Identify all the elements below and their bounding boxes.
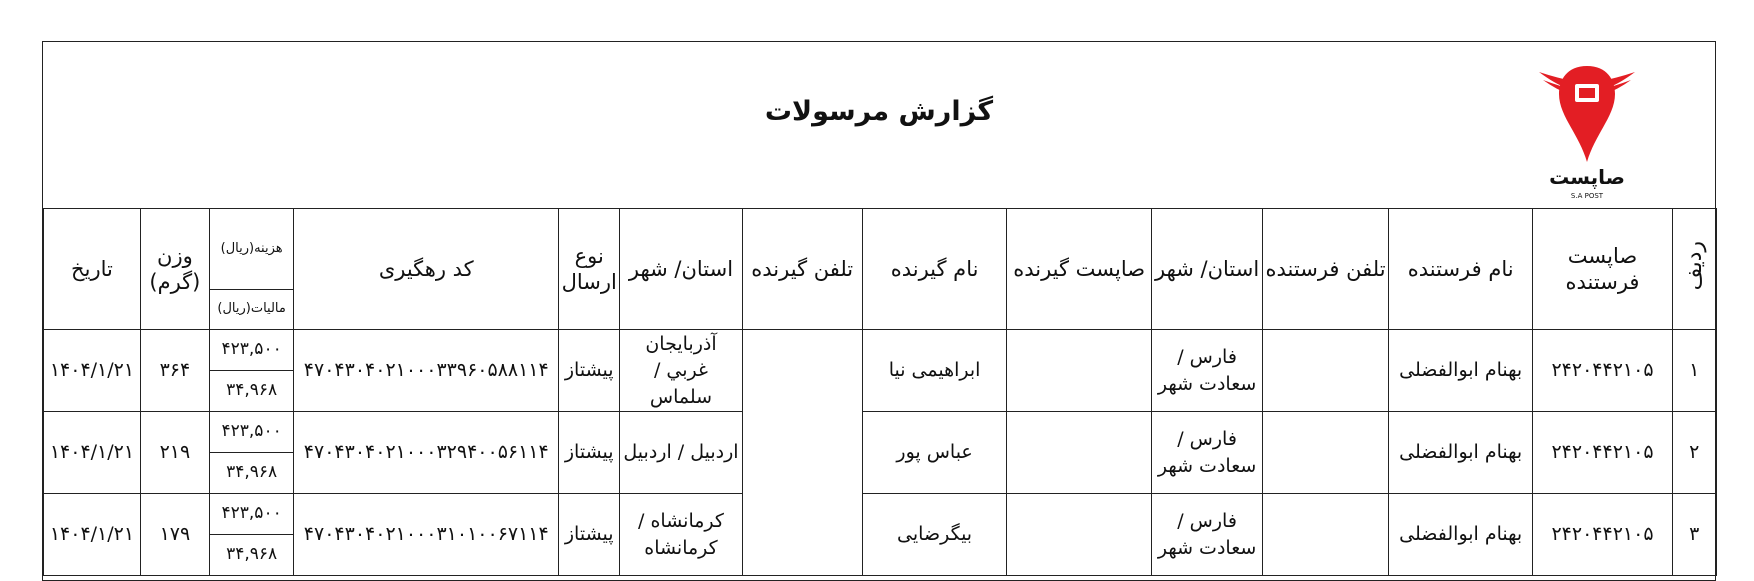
table-header-row [44,209,1717,290]
cell-receiver-phone [742,330,862,576]
cell-sender-province: فارس / سعادت شهر [1151,494,1262,576]
col-receiver-province: استان/ شهر [620,209,742,330]
cell-cost: ۴۲۳,۵۰۰ [209,494,294,535]
cell-radif: ۲ [1672,412,1716,494]
shipments-table [43,208,1717,576]
cell-sender-province: فارس / سعادت شهر [1151,330,1262,412]
col-tracking-code: کد رهگیری [294,209,559,330]
cell-sender-phone [1263,330,1389,412]
cell-weight: ۲۱۹ [140,412,209,494]
col-receiver-name: نام گیرنده [862,209,1007,330]
cell-radif: ۱ [1672,330,1716,412]
cell-sender-province: فارس / سعادت شهر [1151,412,1262,494]
col-sapost-sender: صاپست فرستنده [1533,209,1672,330]
table-row [44,330,1717,371]
shipment-report [42,41,1716,581]
col-tax: مالیات(ریال) [209,290,294,330]
logo-text: صاپست [1549,165,1625,189]
col-receiver-phone: تلفن گیرنده [742,209,862,330]
cell-send-type: پیشتاز [559,494,620,576]
cell-sapost-receiver [1007,412,1152,494]
logo-subtext: S.A POST [1570,192,1604,200]
cell-date: ۱۴۰۴/۱/۲۱ [44,330,141,412]
col-date: تاریخ [44,209,141,330]
col-cost: هزینه(ریال) [209,209,294,290]
cell-sapost-sender: ۲۴۲۰۴۴۲۱۰۵ [1533,330,1672,412]
cell-sender-name: بهنام ابوالفضلی [1388,412,1533,494]
cell-sapost-sender: ۲۴۲۰۴۴۲۱۰۵ [1533,412,1672,494]
cell-tracking-code: ۴۷۰۴۳۰۴۰۲۱۰۰۰۳۱۰۱۰۰۶۷۱۱۴ [294,494,559,576]
cell-sender-name: بهنام ابوالفضلی [1388,494,1533,576]
cell-tax: ۳۴,۹۶۸ [209,453,294,494]
col-weight: وزن (گرم) [140,209,209,330]
cell-date: ۱۴۰۴/۱/۲۱ [44,412,141,494]
cell-radif: ۳ [1672,494,1716,576]
cell-weight: ۳۶۴ [140,330,209,412]
cell-sender-name: بهنام ابوالفضلی [1388,330,1533,412]
report-header [43,42,1715,209]
cell-cost: ۴۲۳,۵۰۰ [209,330,294,371]
col-sapost-receiver: صاپست گیرنده [1007,209,1152,330]
cell-tax: ۳۴,۹۶۸ [209,535,294,576]
col-send-type: نوع ارسال [559,209,620,330]
cell-sapost-sender: ۲۴۲۰۴۴۲۱۰۵ [1533,494,1672,576]
cell-receiver-name: ابراهیمی نیا [862,330,1007,412]
cell-send-type: پیشتاز [559,412,620,494]
col-sender-name: نام فرستنده [1388,209,1533,330]
sapost-logo [1537,54,1637,202]
cell-weight: ۱۷۹ [140,494,209,576]
cell-cost: ۴۲۳,۵۰۰ [209,412,294,453]
cell-date: ۱۴۰۴/۱/۲۱ [44,494,141,576]
cell-receiver-name: عباس پور [862,412,1007,494]
cell-sender-phone [1263,494,1389,576]
cell-tax: ۳۴,۹۶۸ [209,371,294,412]
cell-receiver-name: بیگرضایی [862,494,1007,576]
table-row [44,494,1717,535]
cell-sender-phone [1263,412,1389,494]
cell-receiver-province: اردبیل / اردبیل [620,412,742,494]
cell-receiver-province: کرمانشاه / کرمانشاه [620,494,742,576]
cell-send-type: پیشتاز [559,330,620,412]
cell-tracking-code: ۴۷۰۴۳۰۴۰۲۱۰۰۰۳۳۹۶۰۵۸۸۱۱۴ [294,330,559,412]
col-radif: ردیف [1672,209,1716,330]
cell-receiver-province: آذربایجان غربي / سلماس [620,330,742,412]
table-row [44,412,1717,453]
cell-sapost-receiver [1007,494,1152,576]
report-title: گزارش مرسولات [764,96,994,127]
col-sender-province: استان/ شهر [1151,209,1262,330]
logo-pin [1559,66,1615,162]
col-sender-phone: تلفن فرستنده [1263,209,1389,330]
cell-sapost-receiver [1007,330,1152,412]
cell-tracking-code: ۴۷۰۴۳۰۴۰۲۱۰۰۰۳۲۹۴۰۰۵۶۱۱۴ [294,412,559,494]
